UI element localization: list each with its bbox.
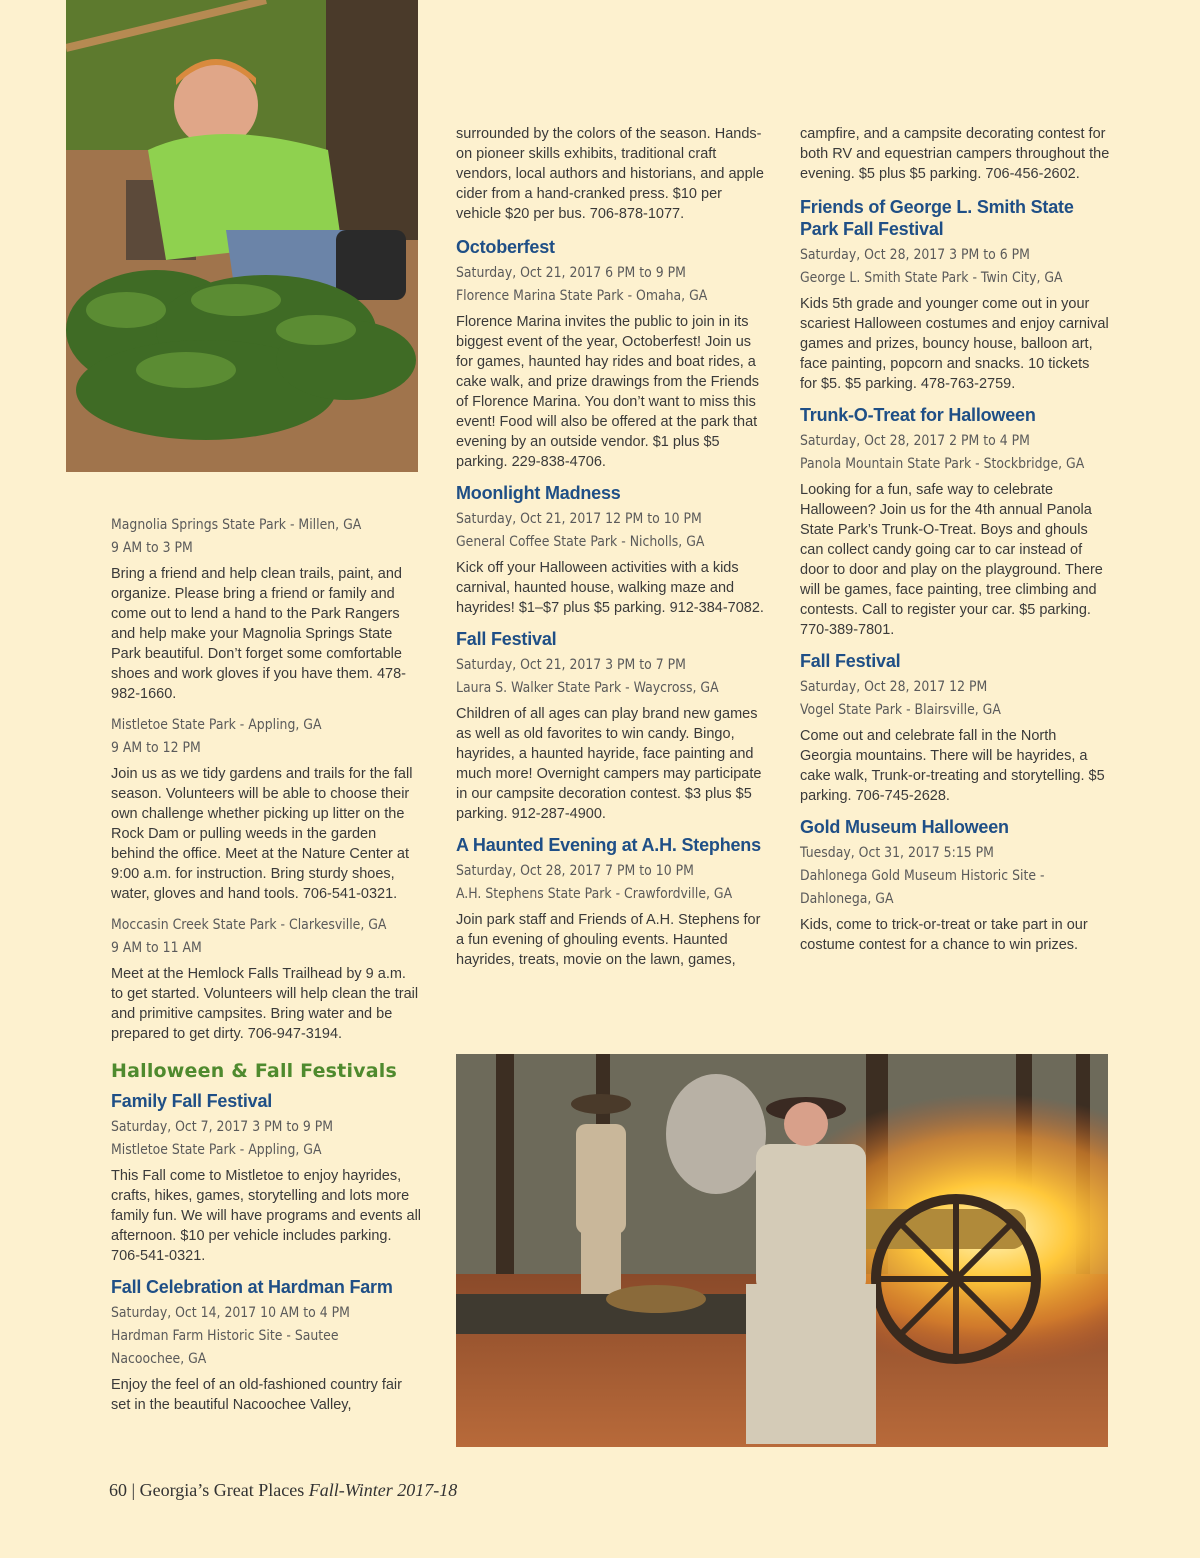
section-heading: Halloween & Fall Festivals <box>111 1060 398 1082</box>
event-description: This Fall come to Mistletoe to enjoy hayrides, crafts, hikes, games, storytelling and lots more family fun. We will have programs and events all afternoon. $10 per vehicle includes parking. 706-541-0321. <box>111 1168 422 1264</box>
event-date: Saturday, Oct 28, 2017 2 PM to 4 PM <box>800 433 1030 449</box>
event-date: Saturday, Oct 28, 2017 12 PM <box>800 679 988 695</box>
festival-event <box>800 650 1110 806</box>
event-description: Come out and celebrate fall in the North Georgia mountains. There will be hayrides, a cake walk, Trunk-or-treating and storytelling. $5 parking. 706-745-2628. <box>800 728 1105 804</box>
festival-event <box>800 404 1110 640</box>
event-description: Enjoy the feel of an old-fashioned country fair set in the beautiful Nacoochee Valley, <box>111 1377 402 1413</box>
event-description: Looking for a fun, safe way to celebrate Halloween? Join us for the 4th annual Panola State Park’s Trunk-O-Treat. Boys and ghouls can collect candy going car to car instead of door to door and play on the playground. There will be games, face painting, tree climbing and contests. Call to register your car. $5 parking. 770-389-7801. <box>800 482 1103 638</box>
event-title: Octoberfest <box>456 237 555 257</box>
event-title: Gold Museum Halloween <box>800 817 1009 837</box>
event-location-cont: Dahlonega, GA <box>800 891 894 907</box>
festival-event <box>800 196 1110 394</box>
event-title: Family Fall Festival <box>111 1091 273 1111</box>
event-title: Fall Festival <box>800 651 901 671</box>
festival-event <box>456 834 766 970</box>
event-location: A.H. Stephens State Park - Crawfordville, GA <box>456 886 733 902</box>
event-location: Laura S. Walker State Park - Waycross, GA <box>456 680 719 696</box>
festival-event <box>456 482 766 618</box>
event-title: Moonlight Madness <box>456 483 621 503</box>
event-description: Meet at the Hemlock Falls Trailhead by 9 a.m. to get started. Volunteers will help clean the trail and primitive campsites. Bring water and be prepared to get dirty. 706-947-3194. <box>111 966 419 1042</box>
column-3 <box>800 124 1110 965</box>
event-description: Join us as we tidy gardens and trails for the fall season. Volunteers will be able to choose their own challenge whether picking up litter on the Rock Dam or pulling weeds in the garden behind the office. Meet at the Nature Center at 9:00 a.m. for instruction. Bring sturdy shoes, water, gloves and hand tools. 706-541-0321. <box>111 766 413 902</box>
photo-boy-with-branches <box>66 0 418 472</box>
event-date: Saturday, Oct 7, 2017 3 PM to 9 PM <box>111 1119 334 1135</box>
event-location: Panola Mountain State Park - Stockbridge, GA <box>800 456 1085 472</box>
event-description: Kids 5th grade and younger come out in your scariest Halloween costumes and enjoy carnival games and prizes, bouncy house, balloon art, face painting, popcorn and snacks. 10 tickets for $5. $5 parking. 478-763-2759. <box>800 296 1109 392</box>
event-date: Saturday, Oct 14, 2017 10 AM to 4 PM <box>111 1305 350 1321</box>
event-time: 9 AM to 12 PM <box>111 740 201 756</box>
event-title: Friends of George L. Smith State Park Fall Festival <box>800 197 1074 239</box>
photo-cannon-reenactment <box>456 1054 1108 1447</box>
festival-event <box>111 1090 421 1266</box>
event-location: Dahlonega Gold Museum Historic Site - <box>800 868 1045 884</box>
event-location: Florence Marina State Park - Omaha, GA <box>456 288 708 304</box>
event-location: General Coffee State Park - Nicholls, GA <box>456 534 705 550</box>
volunteer-event <box>111 914 421 1044</box>
event-title: Fall Celebration at Hardman Farm <box>111 1277 393 1297</box>
event-date: Saturday, Oct 21, 2017 3 PM to 7 PM <box>456 657 686 673</box>
page-number: 60 <box>109 1480 127 1500</box>
event-location: Mistletoe State Park - Appling, GA <box>111 717 322 733</box>
festival-event <box>456 236 766 472</box>
publication-name: Georgia’s Great Places <box>139 1480 305 1500</box>
event-location: Magnolia Springs State Park - Millen, GA <box>111 517 362 533</box>
festival-event <box>456 628 766 824</box>
event-time: 9 AM to 11 AM <box>111 940 202 956</box>
event-date: Saturday, Oct 21, 2017 6 PM to 9 PM <box>456 265 686 281</box>
page-footer <box>109 1480 457 1501</box>
event-location-cont: Nacoochee, GA <box>111 1351 207 1367</box>
event-location: Mistletoe State Park - Appling, GA <box>111 1142 322 1158</box>
event-description: Kick off your Halloween activities with a kids carnival, haunted house, walking maze and hayrides! $1–$7 plus $5 parking. 912-384-7082. <box>456 560 764 616</box>
festival-event <box>800 816 1110 955</box>
event-date: Tuesday, Oct 31, 2017 5:15 PM <box>800 845 994 861</box>
event-time: 9 AM to 3 PM <box>111 540 193 556</box>
event-date: Saturday, Oct 28, 2017 7 PM to 10 PM <box>456 863 694 879</box>
event-title: A Haunted Evening at A.H. Stephens <box>456 835 761 855</box>
event-location: Vogel State Park - Blairsville, GA <box>800 702 1001 718</box>
event-description: Join park staff and Friends of A.H. Stephens for a fun evening of ghouling events. Haunted hayrides, treats, movie on the lawn, games, <box>456 912 761 968</box>
column-2 <box>456 124 766 980</box>
event-date: Saturday, Oct 21, 2017 12 PM to 10 PM <box>456 511 702 527</box>
event-title: Fall Festival <box>456 629 557 649</box>
continued-text: campfire, and a campsite decorating contest for both RV and equestrian campers throughout the evening. $5 plus $5 parking. 706-456-2602. <box>800 126 1110 182</box>
event-description: Bring a friend and help clean trails, paint, and organize. Please bring a friend or family and come out to lend a hand to the Park Rangers and help make your Magnolia Springs State Park beautiful. Don’t forget some comfortable shoes and work gloves if you have them. 478-982-1660. <box>111 566 406 702</box>
event-title: Trunk-O-Treat for Halloween <box>800 405 1036 425</box>
event-date: Saturday, Oct 28, 2017 3 PM to 6 PM <box>800 247 1030 263</box>
event-description: Kids, come to trick-or-treat or take part in our costume contest for a chance to win prizes. <box>800 917 1088 953</box>
event-location: George L. Smith State Park - Twin City, GA <box>800 270 1063 286</box>
event-description: Children of all ages can play brand new games as well as old favorites to win candy. Bingo, hayrides, a haunted hayride, face painting and much more! Overnight campers may participate in our campsite decoration contest. $3 plus $5 parking. 912-287-4900. <box>456 706 762 822</box>
event-location: Moccasin Creek State Park - Clarkesville, GA <box>111 917 387 933</box>
continued-text: surrounded by the colors of the season. Hands-on pioneer skills exhibits, traditional craft vendors, local authors and historians, and apple cider from a hand-cranked press. $10 per vehicle $20 per bus. 706-878-1077. <box>456 126 764 222</box>
footer-separator: | <box>131 1480 136 1500</box>
event-location: Hardman Farm Historic Site - Sautee <box>111 1328 339 1344</box>
event-description: Florence Marina invites the public to join in its biggest event of the year, Octoberfest! Join us for games, haunted hay rides and boat rides, a cake walk, and prize drawings from the Friends of Florence Marina. You don’t want to miss this event! Food will also be offered at the park that evening by an outside vendor. $1 plus $5 parking. 229-838-4706. <box>456 314 760 470</box>
volunteer-event <box>111 514 421 704</box>
publication-season: Fall-Winter 2017-18 <box>308 1480 458 1500</box>
volunteer-event <box>111 714 421 904</box>
column-1 <box>111 514 421 1425</box>
festival-event <box>111 1276 421 1415</box>
